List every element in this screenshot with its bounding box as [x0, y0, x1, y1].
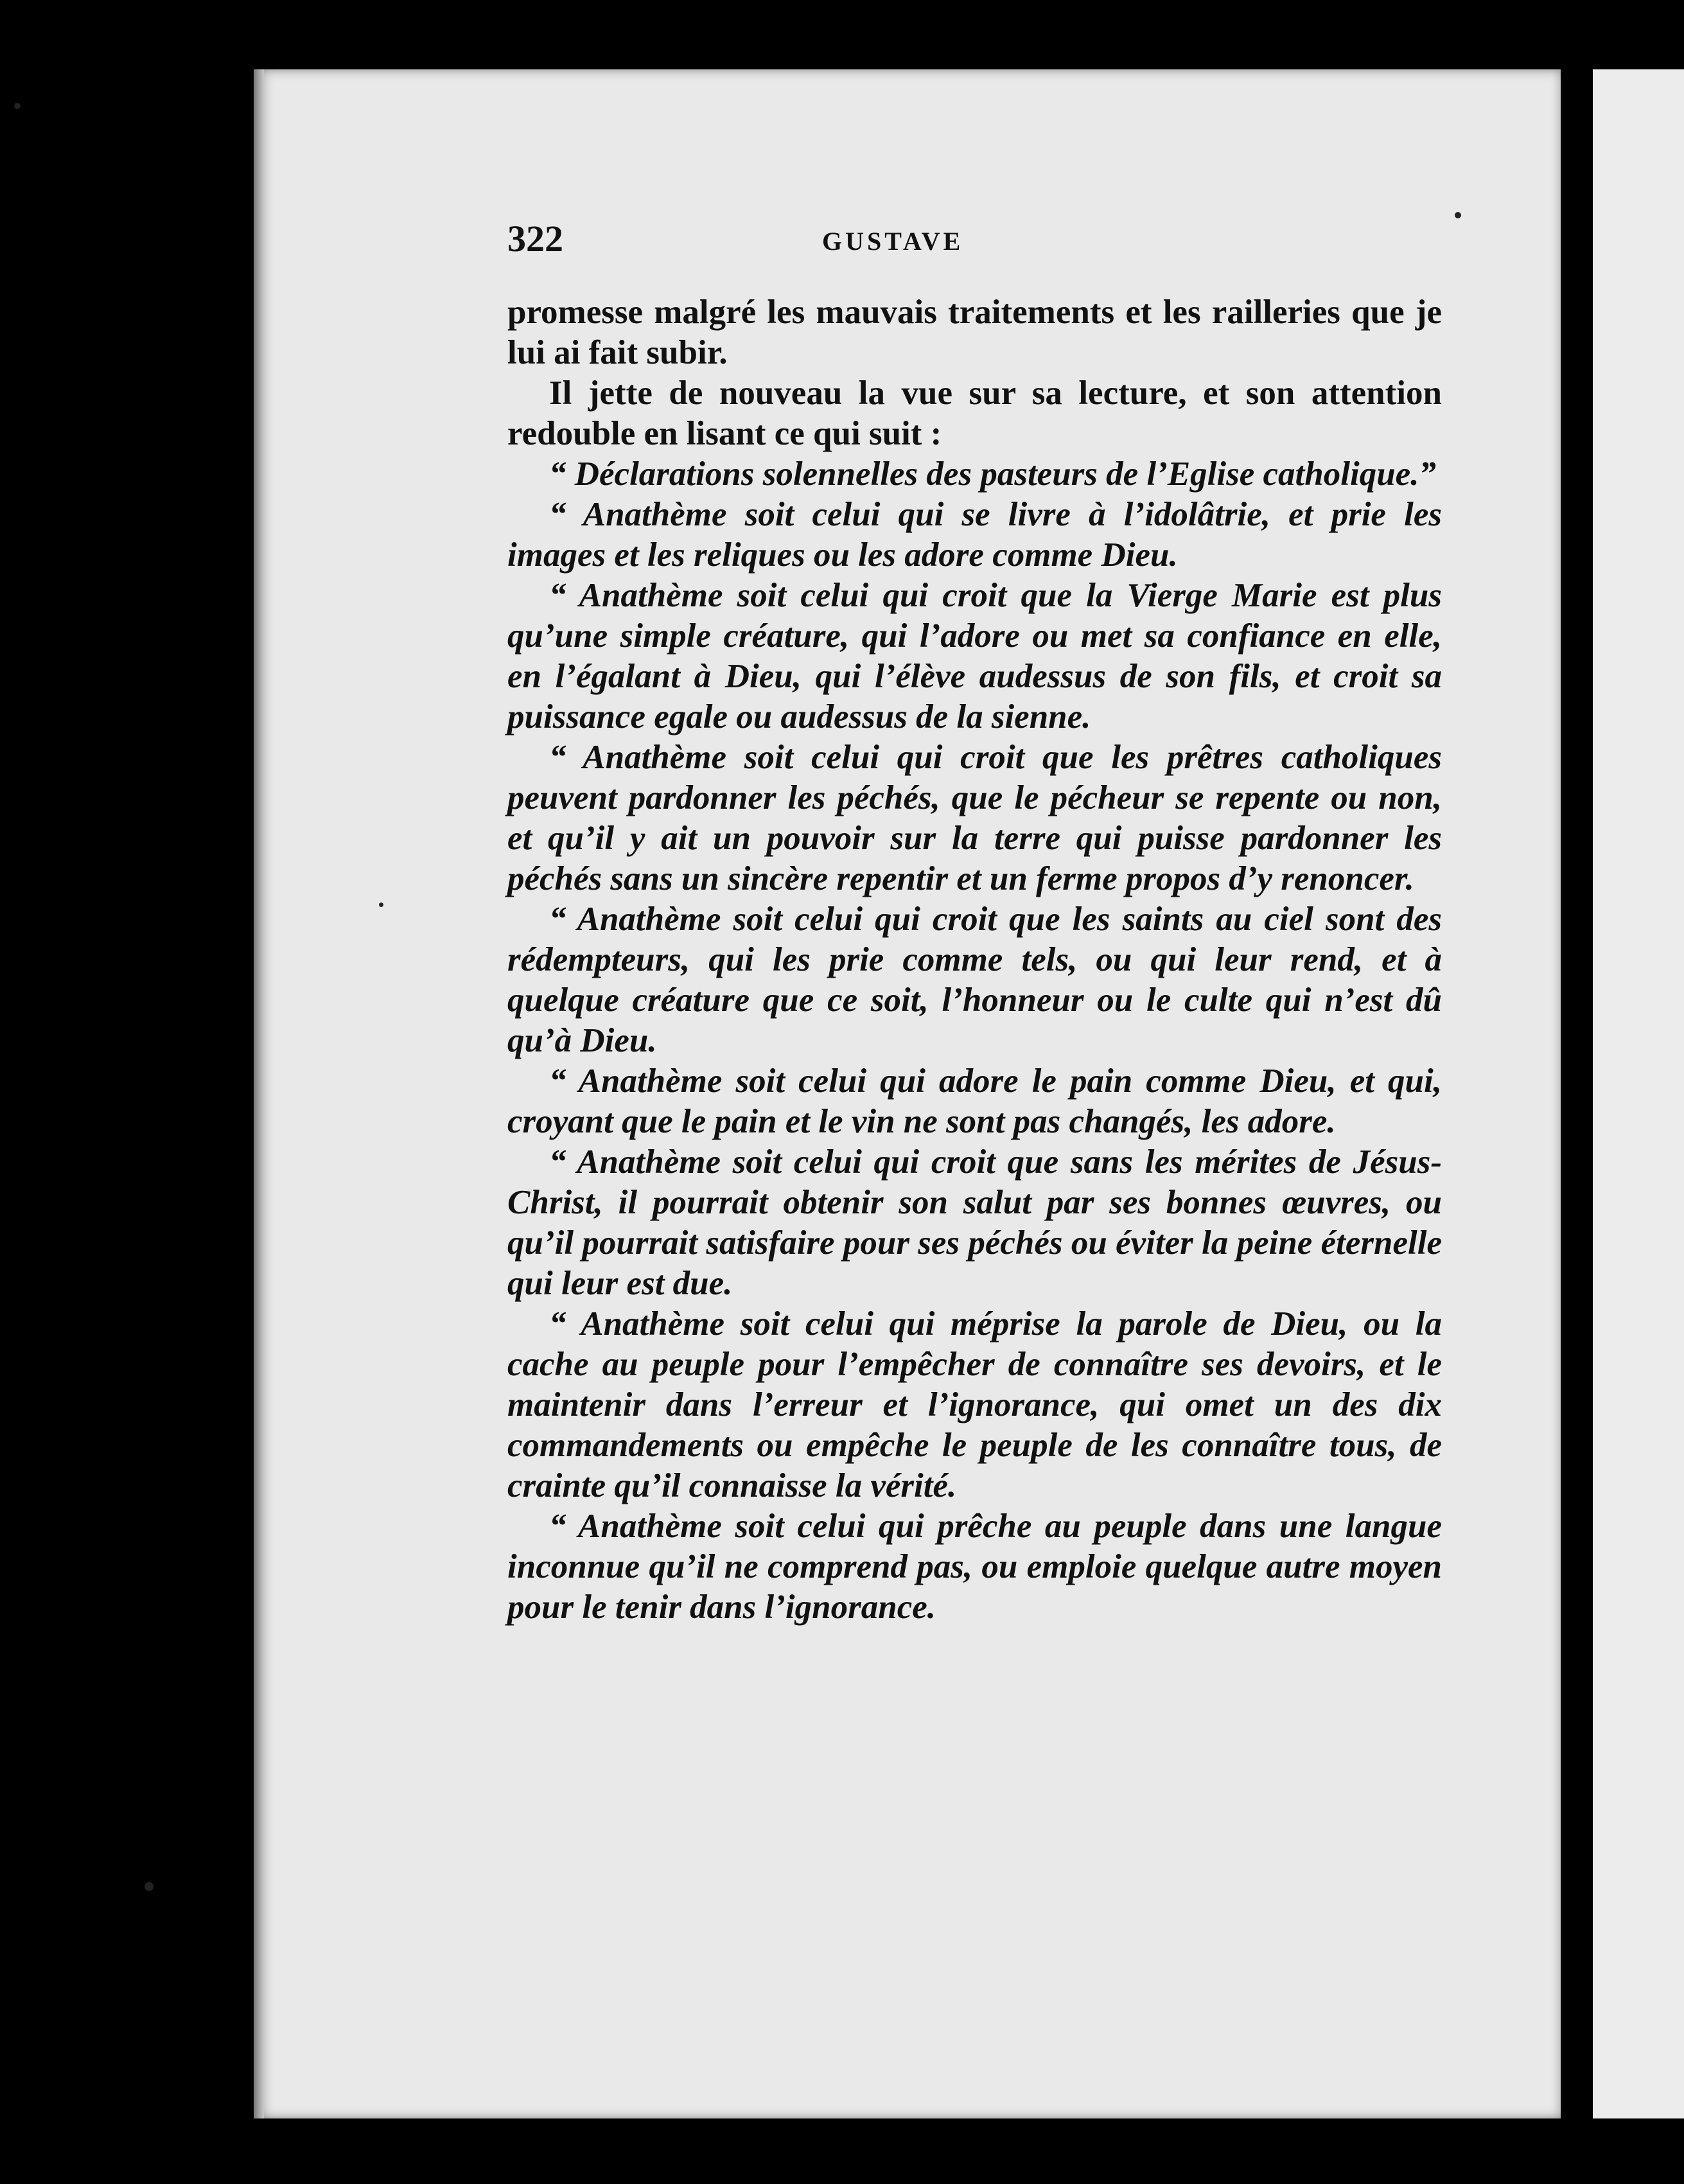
page-number: 322 — [507, 218, 563, 260]
paragraph-anathema: “ Anathème soit celui qui croit que les prêtres catholiques peuvent pardonner les péchés, que le pécheur se repente ou non, et qu’il y ait un pouvoir sur la terre qui puisse pardonner les péchés sans un sincère repentir et un ferme propos d’y renoncer. — [507, 739, 1442, 897]
page-edge-divider — [1561, 64, 1594, 2126]
page-gutter-shadow — [254, 69, 264, 2118]
paragraph-continuation: promesse malgré les mauvais traitements et les railleries que je lui ai fait subir. — [507, 294, 1442, 371]
scan-speck — [14, 103, 21, 109]
scan-speck — [379, 903, 383, 907]
paragraph-anathema: “ Anathème soit celui qui croit que les saints au ciel sont des rédempteurs, qui les prie comme tels, ou qui leur rend, et à quelque créature que ce soit, l’honneur ou le culte qui n’est dû qu’à Dieu. — [507, 901, 1442, 1059]
paragraph-anathema: “ Anathème soit celui qui adore le pain comme Dieu, et qui, croyant que le pain et le vin ne sont pas changés, les adore. — [507, 1062, 1442, 1140]
paragraph-anathema: “ Anathème soit celui qui prêche au peuple dans une langue inconnue qu’il ne comprend pas, ou emploie quelque autre moyen pour le tenir dans l’ignorance. — [507, 1508, 1442, 1626]
running-head: GUSTAVE — [822, 227, 964, 256]
paragraph-anathema: “ Anathème soit celui qui se livre à l’idolâtrie, et prie les images et les reliques ou les adore comme Dieu. — [507, 496, 1442, 574]
scan-speck — [1455, 212, 1461, 218]
adjacent-page-edge — [1593, 69, 1684, 2118]
paragraph-narrative: Il jette de nouveau la vue sur sa lecture, et son attention redouble en lisant ce qui suit : — [507, 374, 1442, 452]
paragraph-anathema: “ Anathème soit celui qui croit que sans les mérites de Jésus-Christ, il pourrait obtenir son salut par ses bonnes œuvres, ou qu’il pourrait satisfaire pour ses péchés ou éviter la peine éternelle qui leur est due. — [507, 1143, 1442, 1302]
paragraph-anathema: “ Anathème soit celui qui croit que la Vierge Marie est plus qu’une simple créature, qui l’adore ou met sa confiance en elle, en l’égalant à Dieu, qui l’élève audessus de son fils, et croit sa puissance egale ou audessus de la sienne. — [507, 577, 1442, 735]
paragraph-declaration-title: “ Déclarations solennelles des pasteurs de l’Eglise catholique.” — [549, 455, 1436, 493]
scan-speck — [145, 1882, 153, 1891]
paragraph-anathema: “ Anathème soit celui qui méprise la parole de Dieu, ou la cache au peuple pour l’empêcher de connaître ses devoirs, et le maintenir dans l’erreur et l’ignorance, qui omet un des dix commandements ou empêche le peuple de les connaître tous, de crainte qu’il connaisse la vérité. — [507, 1305, 1442, 1504]
body-text — [507, 292, 1442, 1628]
page-header — [507, 217, 1445, 275]
